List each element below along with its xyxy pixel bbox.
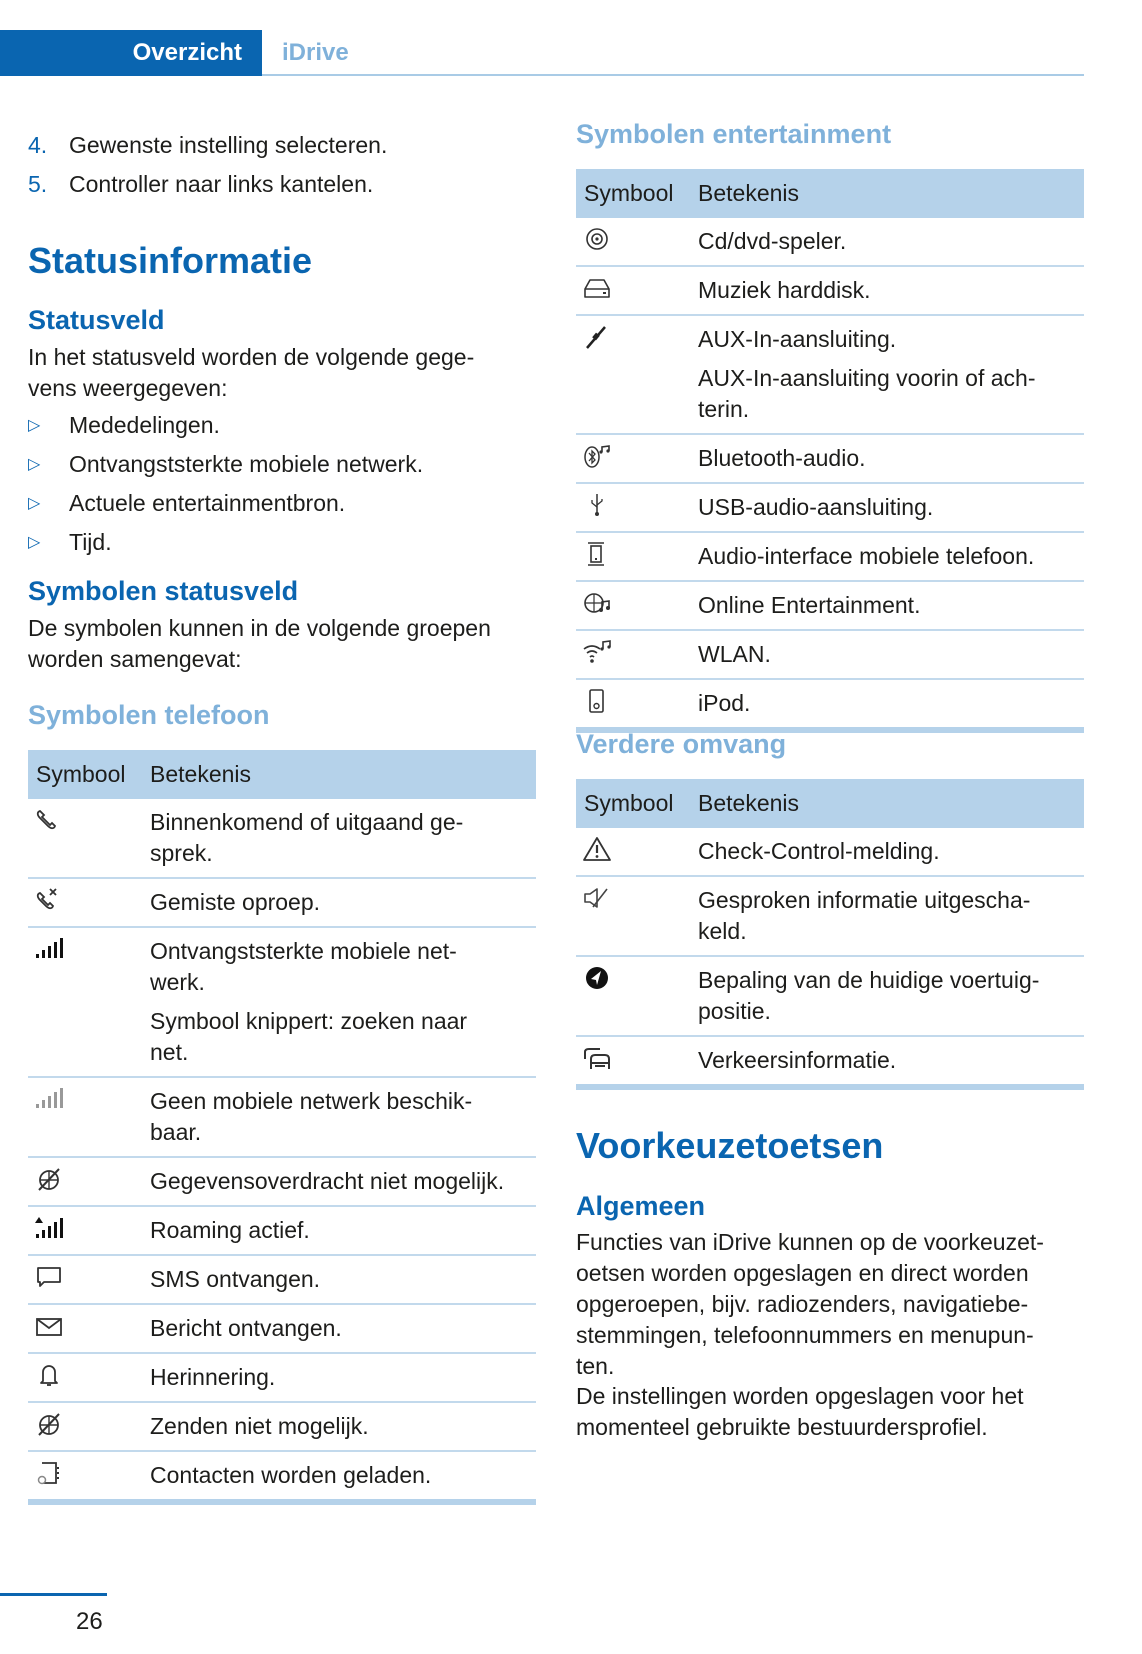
bullet-text: Actuele entertainmentbron.: [69, 490, 346, 516]
usb-icon: [582, 492, 612, 518]
table-row: [576, 533, 1084, 582]
bluetooth-audio-icon: [582, 443, 612, 469]
traffic-info-icon: [582, 1045, 612, 1071]
cell-text: SMS ontvangen.: [150, 1266, 321, 1292]
table-row: [576, 267, 1084, 316]
text-line: momenteel gebruikte bestuurdersprofiel.: [576, 1414, 988, 1440]
page-number: 26: [76, 1608, 103, 1635]
cell-text: terin.: [698, 396, 750, 422]
cell-text: sprek.: [150, 840, 213, 866]
table-row: [576, 877, 1084, 957]
text-line: opgeroepen, bijv. radiozenders, navigatiebe-: [576, 1291, 1029, 1317]
telefoon-table: [28, 750, 536, 1505]
table-row: [576, 957, 1084, 1037]
cell-text: Gegevensoverdracht niet mogelijk.: [150, 1168, 505, 1194]
table-row: [576, 218, 1084, 267]
text-line: stemmingen, telefoonnummers en menupun-: [576, 1322, 1034, 1348]
cell-text: Gemiste oproep.: [150, 889, 321, 915]
text-line: In het statusveld worden de volgende gege-: [28, 344, 475, 370]
table-row: [576, 1037, 1084, 1084]
table-header: [576, 779, 1084, 828]
column-header-meaning: Betekenis: [698, 790, 800, 816]
roaming-icon: [34, 1215, 64, 1241]
algemeen-paragraph-1: [576, 1227, 1044, 1382]
cell-text: werk.: [150, 969, 205, 995]
cell-text: Contacten worden geladen.: [150, 1462, 432, 1488]
table-row: [576, 828, 1084, 877]
column-header-meaning: Betekenis: [698, 180, 800, 206]
text-line: ten.: [576, 1353, 615, 1379]
text-line: De instellingen worden opgeslagen voor het: [576, 1383, 1024, 1409]
speaker-muted-icon: [582, 885, 612, 911]
aux-in-icon: [582, 324, 612, 350]
cell-text: Ontvangststerkte mobiele net-: [150, 938, 457, 964]
verdere-omvang-table: [576, 779, 1084, 1090]
reminder-bell-icon: [34, 1362, 64, 1388]
text-line: oetsen worden opgeslagen en direct worden: [576, 1260, 1029, 1286]
table-row: [28, 928, 536, 1078]
bullet-text: Tijd.: [69, 529, 112, 555]
triangle-bullet-icon: ▷: [28, 417, 41, 434]
cell-text: Online Entertainment.: [698, 592, 921, 618]
cell-text: keld.: [698, 918, 747, 944]
mobile-phone-audio-icon: [582, 541, 612, 567]
sms-icon: [34, 1264, 64, 1290]
cell-text: Bericht ontvangen.: [150, 1315, 342, 1341]
header-divider: [262, 74, 1084, 76]
cell-text: Symbool knippert: zoeken naar: [150, 1008, 468, 1034]
table-row: [28, 1207, 536, 1256]
table-row: [28, 1078, 536, 1158]
cell-text: Muziek harddisk.: [698, 277, 871, 303]
step-text: Gewenste instelling selecteren.: [69, 132, 388, 158]
table-row: [28, 1158, 536, 1207]
table-row: [28, 1403, 536, 1452]
heading-symbolen-telefoon: Symbolen telefoon: [28, 700, 270, 730]
cell-text: Gesproken informatie uitgescha-: [698, 887, 1031, 913]
statusveld-intro: [28, 342, 474, 404]
heading-symbolen-statusveld: Symbolen statusveld: [28, 576, 299, 606]
table-end-rule: [28, 1499, 536, 1505]
hard-disk-icon: [582, 275, 612, 301]
step-text: Controller naar links kantelen.: [69, 171, 374, 197]
text-line: Functies van iDrive kunnen op de voorkeuzet-: [576, 1229, 1044, 1255]
table-end-rule: [576, 1084, 1084, 1090]
no-network-icon: [34, 1086, 64, 1112]
section-title-statusinformatie: Statusinformatie: [28, 240, 313, 281]
table-row: [576, 484, 1084, 533]
cell-text: Bluetooth-audio.: [698, 445, 866, 471]
table-header: [28, 750, 536, 799]
cell-text: Zenden niet mogelijk.: [150, 1413, 369, 1439]
cell-text: iPod.: [698, 690, 751, 716]
text-line: worden samengevat:: [28, 646, 242, 672]
missed-call-icon: [34, 887, 64, 913]
algemeen-paragraph-2: [576, 1381, 1024, 1443]
table-row: [28, 879, 536, 928]
warning-triangle-icon: [582, 836, 612, 862]
table-row: [576, 631, 1084, 680]
bullet-text: Ontvangststerkte mobiele netwerk.: [69, 451, 424, 477]
cell-text: Audio-interface mobiele telefoon.: [698, 543, 1035, 569]
statusveld-bullets: [28, 406, 423, 562]
cell-text: AUX-In-aansluiting.: [698, 326, 897, 352]
cell-text: Binnenkomend of uitgaand ge-: [150, 809, 464, 835]
cell-text: Herinnering.: [150, 1364, 276, 1390]
no-send-icon: [34, 1411, 64, 1437]
table-row: [28, 1354, 536, 1403]
cd-dvd-icon: [582, 226, 612, 252]
step-item: [28, 126, 387, 165]
position-icon: [582, 965, 612, 991]
column-header-symbol: Symbool: [36, 761, 126, 787]
cell-text: Roaming actief.: [150, 1217, 310, 1243]
cell-text: Verkeersinformatie.: [698, 1047, 897, 1073]
step-list: [28, 126, 387, 204]
bullet-item: [28, 484, 423, 523]
bullet-item: [28, 445, 423, 484]
table-row: [576, 582, 1084, 631]
step-item: [28, 165, 387, 204]
triangle-bullet-icon: ▷: [28, 534, 41, 551]
bullet-item: [28, 406, 423, 445]
heading-statusveld: Statusveld: [28, 305, 165, 335]
cell-text: baar.: [150, 1119, 202, 1145]
triangle-bullet-icon: ▷: [28, 456, 41, 473]
table-row: [28, 1256, 536, 1305]
message-icon: [34, 1313, 64, 1339]
no-data-transfer-icon: [34, 1166, 64, 1192]
triangle-bullet-icon: ▷: [28, 495, 41, 512]
column-header-meaning: Betekenis: [150, 761, 252, 787]
bullet-text: Mededelingen.: [69, 412, 220, 438]
table-header: [576, 169, 1084, 218]
online-entertainment-icon: [582, 590, 612, 616]
step-number: 5.: [28, 171, 48, 197]
phone-call-icon: [34, 807, 64, 833]
section-title-voorkeuzetoetsen: Voorkeuzetoetsen: [576, 1125, 884, 1166]
cell-text: WLAN.: [698, 641, 771, 667]
table-row: [576, 680, 1084, 727]
cell-text: Geen mobiele netwerk beschik-: [150, 1088, 473, 1114]
text-line: De symbolen kunnen in de volgende groepen: [28, 615, 491, 641]
footer-divider: [0, 1593, 107, 1596]
header-tab-idrive: iDrive: [282, 39, 349, 66]
table-row: [576, 316, 1084, 435]
heading-verdere-omvang: Verdere omvang: [576, 729, 787, 759]
signal-strength-icon: [34, 936, 64, 962]
table-row: [28, 1305, 536, 1354]
cell-text: AUX-In-aansluiting voorin of ach-: [698, 365, 1036, 391]
heading-symbolen-entertainment: Symbolen entertainment: [576, 119, 892, 149]
header-tab-overzicht: Overzicht: [0, 30, 262, 76]
symbolen-statusveld-intro: [28, 613, 491, 675]
cell-text: Check-Control-melding.: [698, 838, 940, 864]
table-row: [28, 1452, 536, 1499]
cell-text: Bepaling van de huidige voertuig-: [698, 967, 1040, 993]
table-row: [576, 435, 1084, 484]
cell-text: positie.: [698, 998, 771, 1024]
entertainment-table: [576, 169, 1084, 733]
table-row: [28, 799, 536, 879]
column-header-symbol: Symbool: [584, 790, 674, 816]
contacts-loading-icon: [34, 1460, 64, 1486]
step-number: 4.: [28, 132, 48, 158]
page-header: [0, 30, 1084, 76]
bullet-item: [28, 523, 423, 562]
wlan-icon: [582, 639, 612, 665]
text-line: vens weergegeven:: [28, 375, 228, 401]
ipod-icon: [582, 688, 612, 714]
cell-text: USB-audio-aansluiting.: [698, 494, 934, 520]
heading-algemeen: Algemeen: [576, 1191, 706, 1221]
cell-text: net.: [150, 1039, 189, 1065]
column-header-symbol: Symbool: [584, 180, 674, 206]
cell-text: Cd/dvd-speler.: [698, 228, 847, 254]
